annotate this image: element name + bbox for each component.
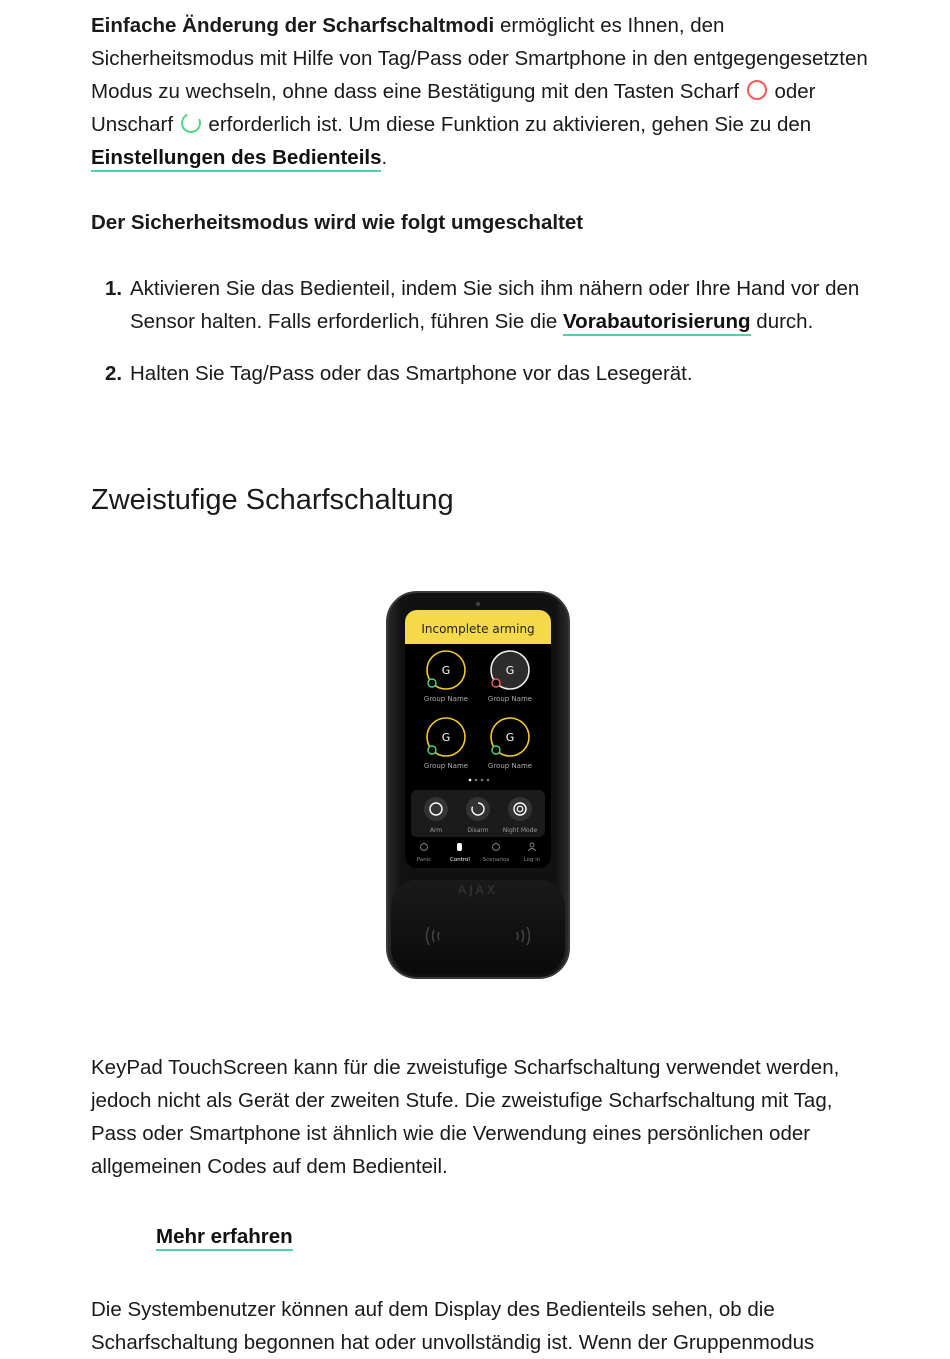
two-stage-paragraph: KeyPad TouchScreen kann für die zweistufige Scharfschaltung verwendet werden, jedoch nicht als Gerät der zweiten Stufe. Die zweistufige Scharfschaltung mit Tag, Pass oder Smartphone ist ähnlich wie die Verwendung eines persönlichen oder allgemeinen Codes auf dem Bedienteil. — [91, 1056, 840, 1178]
group-letter: G — [505, 731, 515, 744]
group-name: Group Name — [487, 695, 533, 703]
disarm-button-label: Disarm — [467, 827, 489, 834]
intro-text: . — [381, 146, 388, 169]
night-mode-button-label: Night Mode — [502, 827, 538, 834]
list-item — [91, 272, 871, 338]
group-name: Group Name — [487, 762, 533, 770]
group-letter: G — [441, 731, 451, 744]
keypad-settings-link[interactable]: Einstellungen des Bedienteils — [91, 146, 381, 172]
arm-ring-icon — [747, 80, 767, 100]
intro-text: oder Unscharf — [91, 80, 816, 136]
step-number: 1. — [105, 277, 123, 300]
tab-scenarios: Scenarios — [482, 857, 510, 863]
keypad-device-image — [385, 590, 571, 980]
intro-bold: Einfache Änderung der Scharfschaltmodi — [91, 14, 495, 37]
list-item — [91, 357, 871, 390]
disarm-ring-icon — [178, 110, 204, 136]
intro-paragraph — [91, 9, 871, 174]
group-name: Group Name — [423, 695, 469, 703]
tab-login: Log in — [523, 857, 541, 863]
tab-panic: Panic — [416, 857, 432, 863]
step-text: durch. — [750, 310, 814, 333]
ajax-logo: AJAX — [458, 883, 498, 897]
group-name: Group Name — [423, 762, 469, 770]
step-text: Aktivieren Sie das Bedienteil, indem Sie sich ihm nähern oder Ihre Hand vor den Sensor halten. Falls erforderlich, führen Sie die — [130, 277, 860, 333]
section-title: Zweistufige Scharfschaltung — [91, 484, 454, 516]
intro-text: erforderlich ist. Um diese Funktion zu aktivieren, gehen Sie zu den — [202, 113, 812, 136]
status-banner: Incomplete arming — [421, 622, 535, 636]
arm-button-label: Arm — [429, 827, 443, 834]
pre-authorization-link[interactable]: Vorabautorisierung — [563, 310, 751, 336]
learn-more-link[interactable]: Mehr erfahren — [156, 1225, 293, 1251]
step-text: Halten Sie Tag/Pass oder das Smartphone vor das Lesegerät. — [130, 362, 693, 385]
steps-list — [91, 272, 871, 390]
intro-text: ermöglicht es Ihnen, den Sicherheitsmodus mit Hilfe von Tag/Pass oder Smartphone in den entgegengesetzten Modus zu wechseln, ohne dass eine Bestätigung mit den Tasten Scharf — [91, 14, 868, 103]
tab-control: Control — [450, 857, 470, 863]
step-number: 2. — [105, 362, 123, 385]
group-letter: G — [505, 664, 515, 677]
procedure-heading: Der Sicherheitsmodus wird wie folgt umgeschaltet — [91, 211, 584, 234]
group-letter: G — [441, 664, 451, 677]
users-paragraph: Die Systembenutzer können auf dem Display des Bedienteils sehen, ob die Scharfschaltung begonnen hat oder unvollständig ist. Wenn der Gruppenmodus — [91, 1298, 815, 1354]
